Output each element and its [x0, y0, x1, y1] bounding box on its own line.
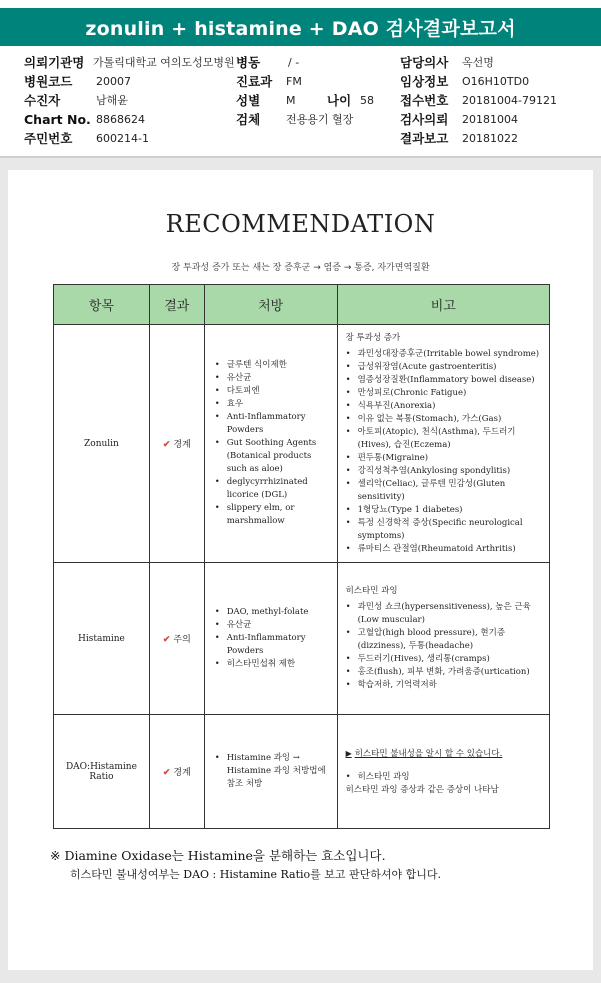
- list-item: • 효우: [215, 398, 331, 411]
- list-item: • 아토피(Atopic), 천식(Asthma), 두드러기(Hives), 습진(Eczema): [346, 426, 543, 452]
- list-item: • Anti-Inflammatory Powders: [215, 632, 331, 658]
- list-item: • 두드러기(Hives), 생리통(cramps): [346, 653, 543, 666]
- institution-label: 의뢰기관명: [24, 55, 85, 70]
- list-item: • 유산균: [215, 372, 331, 385]
- hospital-code-value: 20007: [96, 75, 131, 88]
- list-item: • 편두통(Migraine): [346, 452, 543, 465]
- department-value: FM: [286, 75, 302, 88]
- list-item: • 1형당뇨(Type 1 diabetes): [346, 504, 543, 517]
- list-item: • 고혈압(high blood pressure), 현기증(dizziness), 두통(headache): [346, 627, 543, 653]
- result-dao-ratio: [149, 715, 204, 829]
- list-item: • 히스타민 과잉: [346, 771, 543, 784]
- footnote-dao: ※ Diamine Oxidase는 Histamine을 분해하는 효소입니다.: [50, 848, 386, 863]
- list-item: • 다토피엔: [215, 385, 331, 398]
- list-item: • DAO, methyl-folate: [215, 606, 331, 619]
- chart-no-label: Chart No.: [24, 112, 91, 127]
- table-row-zonulin: [54, 325, 550, 563]
- list-item: • 유산균: [215, 619, 331, 632]
- intolerance-notice-text: 히스타민 불내성을 알시 할 수 있습니다.: [354, 748, 503, 759]
- prescription-zonulin: [204, 325, 337, 563]
- specimen-label: 검체: [236, 112, 261, 127]
- list-item: • 염증성장질환(Inflammatory bowel disease): [346, 374, 543, 387]
- list-item: • Gut Soothing Agents (Botanical products such as aloe): [215, 437, 331, 476]
- remarks-body: 히스타민 과잉 증상과 같은 증상이 나타남: [345, 784, 499, 795]
- hospital-code-label: 병원코드: [24, 74, 73, 89]
- specimen-value: 전용용기 혈장: [286, 113, 354, 126]
- request-date-value: 20181004: [462, 113, 518, 126]
- clinical-info-value: O16H10TD0: [462, 75, 530, 88]
- list-item: • 류마티스 관절염(Rheumatoid Arthritis): [346, 543, 543, 556]
- remarks-zonulin: [337, 325, 549, 563]
- report-title: zonulin + histamine + DAO 검사결과보고서: [85, 17, 516, 40]
- remarks-histamine: [337, 563, 549, 715]
- sex-value: M: [286, 94, 296, 107]
- column-header-item: 항목: [54, 285, 150, 325]
- recommendation-subtitle: 장 투과성 증가 또는 새는 장 증후군 → 염증 → 통증, 자가면역질환: [171, 263, 430, 273]
- report-date-value: 20181022: [462, 132, 518, 145]
- ward-value: / -: [288, 56, 300, 69]
- chart-no-value: 8868624: [96, 113, 145, 126]
- list-item: • Histamine 과잉 → Histamine 과잉 처방법에 참조 처방: [215, 752, 331, 791]
- list-item: • 과민성 쇼크(hypersensitiveness), 높은 근육(Low muscular): [346, 601, 543, 627]
- list-item: • deglycyrrhizinated licorice (DGL): [215, 476, 331, 502]
- list-item: • 강직성척추염(Ankylosing spondylitis): [346, 465, 543, 478]
- result-histamine: [149, 563, 204, 715]
- list-item: • 이유 없는 복통(Stomach), 가스(Gas): [346, 413, 543, 426]
- check-icon: ✔: [162, 768, 171, 778]
- prescription-dao-ratio: [204, 715, 337, 829]
- list-item: • 과민성대장증후군(Irritable bowel syndrome): [346, 348, 543, 361]
- column-header-remarks: 비고: [337, 285, 549, 325]
- intolerance-notice: [346, 747, 543, 761]
- footnote-ratio: 히스타민 불내성여부는 DAO : Histamine Ratio를 보고 판단하셔야 합니다.: [70, 868, 442, 881]
- list-item: • 만성피로(Chronic Fatigue): [346, 387, 543, 400]
- doctor-label: 담당의사: [400, 55, 449, 70]
- clinical-info-label: 임상정보: [400, 74, 449, 89]
- list-item: • 식욕부진(Anorexia): [346, 400, 543, 413]
- recommendation-title: RECOMMENDATION: [165, 210, 436, 238]
- institution-value: 가톨릭대학교 여의도성모병원: [93, 56, 235, 69]
- patient-label: 수진자: [24, 93, 61, 108]
- report-date-label: 결과보고: [400, 131, 449, 146]
- item-dao-ratio: DAO:Histamine Ratio: [54, 715, 150, 829]
- recommendation-table: [53, 284, 550, 829]
- resident-no-label: 주민번호: [24, 131, 73, 146]
- result-zonulin: [149, 325, 204, 563]
- patient-value: 남해윤: [96, 94, 128, 107]
- result-zonulin-text: 경계: [173, 440, 191, 450]
- report-title-bar: [0, 8, 601, 46]
- remarks-heading: 장 투과성 증가: [345, 332, 401, 343]
- doctor-value: 옥선명: [462, 56, 494, 69]
- remarks-heading: 히스타민 과잉: [345, 586, 398, 596]
- table-header-row: [54, 285, 550, 325]
- age-value: 58: [360, 94, 374, 107]
- patient-info-section: [0, 52, 601, 152]
- result-histamine-text: 주의: [173, 635, 191, 645]
- receipt-no-label: 접수번호: [400, 93, 449, 108]
- list-item: • Anti-Inflammatory Powders: [215, 411, 331, 437]
- check-icon: ✔: [162, 635, 171, 645]
- list-item: • 홍조(flush), 피부 변화, 가려움증(urtication): [346, 666, 543, 679]
- list-item: • slippery elm, or marshmallow: [215, 502, 331, 528]
- column-header-result: 결과: [149, 285, 204, 325]
- item-zonulin: Zonulin: [54, 325, 150, 563]
- list-item: • 학습저하, 기억력저하: [346, 679, 543, 692]
- list-item: • 히스타민섭취 제한: [215, 658, 331, 671]
- check-icon: ✔: [162, 440, 171, 450]
- item-histamine: Histamine: [54, 563, 150, 715]
- request-date-label: 검사의뢰: [400, 112, 449, 127]
- table-row-dao-ratio: [54, 715, 550, 829]
- sex-label: 성별: [236, 93, 261, 108]
- resident-no-value: 600214-1: [96, 132, 149, 145]
- list-item: • 특정 신경학적 증상(Specific neurological symptoms): [346, 517, 543, 543]
- remarks-dao-ratio: [337, 715, 549, 829]
- triangle-right-icon: ▶: [345, 748, 352, 758]
- age-label: 나이: [327, 93, 352, 108]
- report-page: [8, 170, 593, 970]
- result-dao-ratio-text: 경계: [173, 768, 191, 778]
- receipt-no-value: 20181004-79121: [462, 94, 557, 107]
- table-row-histamine: [54, 563, 550, 715]
- department-label: 진료과: [236, 74, 273, 89]
- ward-label: 병동: [236, 55, 261, 70]
- list-item: • 셀리악(Celiac), 글루텐 민감성(Gluten sensitivity): [346, 478, 543, 504]
- list-item: • 글루텐 식이제한: [215, 359, 331, 372]
- list-item: • 급성위장염(Acute gastroenteritis): [346, 361, 543, 374]
- column-header-prescription: 처방: [204, 285, 337, 325]
- prescription-histamine: [204, 563, 337, 715]
